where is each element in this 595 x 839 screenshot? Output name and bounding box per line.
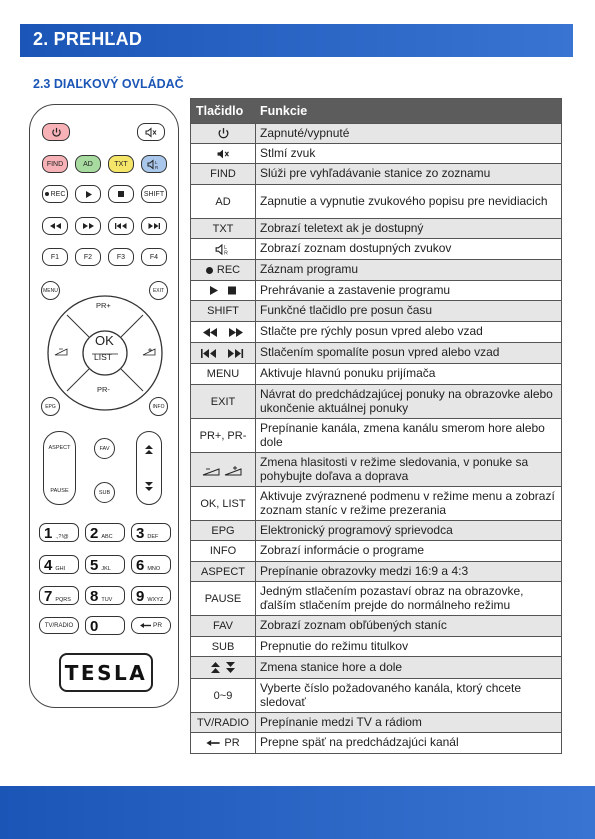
remote-control <box>29 104 179 708</box>
power-icon <box>217 127 230 140</box>
skip-prev-next-icon <box>201 349 245 358</box>
back-pr-button[interactable]: PR <box>131 617 171 634</box>
rec-button[interactable]: REC <box>42 185 68 203</box>
play-icon <box>85 191 92 198</box>
button-cell <box>191 301 256 321</box>
rewind-button[interactable] <box>42 217 68 235</box>
record-dot-icon <box>206 267 213 274</box>
ad-button[interactable]: AD <box>75 155 101 173</box>
table-row <box>191 384 561 418</box>
rewind-forward-icon <box>203 328 243 337</box>
function-description: Zmena stanice hore a dole <box>260 659 403 674</box>
fav-button[interactable]: FAV <box>94 438 115 459</box>
pause-button[interactable]: PAUSE <box>50 488 69 494</box>
function-description: Jedným stlačením pozastaví obraz na obrazovke, ďalším stlačením prejde do normálneho režimu <box>260 584 524 612</box>
button-key-label: PR <box>224 737 240 749</box>
page-down-icon <box>145 482 153 491</box>
tvradio-button[interactable]: TV/RADIO <box>39 617 79 634</box>
next-button[interactable] <box>141 217 167 235</box>
button-cell <box>191 562 256 581</box>
sub-button[interactable]: SUB <box>94 482 115 503</box>
table-row <box>191 540 561 561</box>
tesla-logo: TESLA <box>59 653 153 692</box>
button-cell <box>191 637 256 656</box>
button-cell <box>191 616 256 636</box>
button-key-label: OK, LIST <box>200 497 246 510</box>
button-cell <box>191 541 256 561</box>
button-key-label: FIND <box>210 168 236 180</box>
button-cell <box>191 582 256 615</box>
audio-lr-icon <box>147 159 161 170</box>
table-row <box>191 218 561 238</box>
button-cell <box>191 487 256 520</box>
skip-prev-icon <box>115 223 127 229</box>
table-row <box>191 163 561 184</box>
num-6-button[interactable]: 6 MNO <box>131 555 171 574</box>
table-row <box>191 452 561 486</box>
find-button[interactable]: FIND <box>42 155 68 173</box>
button-key-label: SUB <box>211 640 235 653</box>
info-button[interactable]: INFO <box>149 397 168 416</box>
table-row <box>191 581 561 615</box>
ok-label: OK <box>95 333 114 348</box>
exit-button[interactable]: EXIT <box>149 281 168 300</box>
section-title: 2.3 DIAĽKOVÝ OVLÁDAČ <box>33 77 184 91</box>
function-description: Elektronický programový sprievodca <box>260 522 453 537</box>
shift-button[interactable]: SHIFT <box>141 185 167 203</box>
table-row <box>191 363 561 384</box>
table-row <box>191 238 561 259</box>
button-cell <box>191 185 256 218</box>
button-key-label: EPG <box>211 524 235 537</box>
button-key-label: TXT <box>212 222 234 235</box>
button-key-label: FAV <box>213 620 233 632</box>
power-button[interactable] <box>42 123 70 141</box>
button-cell <box>191 713 256 732</box>
button-key-label: REC <box>216 264 241 276</box>
play-stop-icon <box>208 286 238 295</box>
button-key-label: AD <box>215 195 231 208</box>
table-row <box>191 184 561 218</box>
footer-bar <box>0 786 595 839</box>
forward-button[interactable] <box>75 217 101 235</box>
button-cell <box>191 144 256 163</box>
table-row <box>191 615 561 636</box>
button-cell <box>191 239 256 259</box>
stop-button[interactable] <box>108 185 134 203</box>
function-description: Aktivuje zvýraznené podmenu v režime menu a zobrazí zoznam staníc v režime prezerania <box>260 489 555 517</box>
stop-icon <box>118 191 124 197</box>
table-row <box>191 321 561 342</box>
table-row <box>191 486 561 520</box>
header-function-col: Funkcie <box>260 104 308 118</box>
function-description: Prepínanie obrazovky medzi 16:9 a 4:3 <box>260 563 469 578</box>
function-description: Stlačením spomalíte posun vpred alebo vzad <box>260 345 500 360</box>
table-row <box>191 520 561 540</box>
menu-button[interactable]: MENU <box>41 281 60 300</box>
table-header <box>191 99 561 123</box>
button-cell <box>191 322 256 342</box>
power-icon <box>51 127 62 138</box>
mute-icon <box>216 148 230 160</box>
audio-lr-icon <box>215 243 231 256</box>
button-cell <box>191 679 256 712</box>
button-cell <box>191 164 256 184</box>
mute-icon <box>145 127 157 138</box>
audio-button[interactable] <box>141 155 167 173</box>
button-cell <box>191 453 256 486</box>
function-description: Stlačte pre rýchly posun vpred alebo vzad <box>260 324 483 339</box>
function-description: Zapnutie a vypnutie zvukového popisu pre nevidiacich <box>260 193 548 208</box>
function-table <box>190 98 562 754</box>
table-row <box>191 418 561 452</box>
function-description: Funkčné tlačidlo pre posun času <box>260 303 433 318</box>
page-title: 2. PREHĽAD <box>33 29 143 49</box>
play-button[interactable] <box>75 185 101 203</box>
button-cell <box>191 733 256 753</box>
num-2-button[interactable]: 2 ABC <box>85 523 125 542</box>
function-description: Stlmí zvuk <box>260 145 316 160</box>
function-description: Prehrávanie a zastavenie programu <box>260 282 451 297</box>
button-cell <box>191 419 256 452</box>
num-0-button[interactable]: 0 <box>85 616 125 635</box>
table-row <box>191 678 561 712</box>
page-rocker[interactable] <box>136 431 162 505</box>
aspect-button[interactable]: ASPECT <box>48 445 71 451</box>
f1-button[interactable]: F1 <box>42 248 68 266</box>
back-arrow-icon <box>206 740 220 746</box>
pr-minus-label: PR- <box>97 385 110 394</box>
button-cell <box>191 219 256 238</box>
forward-icon <box>83 223 94 229</box>
f4-button[interactable]: F4 <box>141 248 167 266</box>
function-description: Prepnutie do režimu titulkov <box>260 638 409 653</box>
button-cell <box>191 260 256 280</box>
table-row <box>191 342 561 363</box>
function-description: Vyberte číslo požadovaného kanála, ktorý chcete sledovať <box>260 681 522 709</box>
rewind-icon <box>50 223 61 229</box>
num-8-button[interactable]: 8 TUV <box>85 586 125 605</box>
function-description: Zapnuté/vypnuté <box>260 125 350 140</box>
function-description: Zmena hlasitosti v režime sledovania, v ponuke sa pohybujte doľava a doprava <box>260 455 529 483</box>
svg-text:R: R <box>224 250 228 256</box>
function-description: Zobrazí teletext ak je dostupný <box>260 220 424 235</box>
table-row <box>191 143 561 163</box>
button-cell <box>191 657 256 678</box>
svg-text:L: L <box>155 159 158 165</box>
table-row <box>191 280 561 300</box>
list-label: LIST <box>94 352 112 362</box>
prev-button[interactable] <box>108 217 134 235</box>
function-description: Záznam programu <box>260 262 359 277</box>
f3-button[interactable]: F3 <box>108 248 134 266</box>
button-cell <box>191 281 256 300</box>
function-description: Návrat do predchádzajúcej ponuky na obrazovke alebo ukončenie aktuálnej ponuky <box>260 387 553 415</box>
skip-next-icon <box>148 223 160 229</box>
num-3-button[interactable]: 3 DEF <box>131 523 171 542</box>
record-dot-icon <box>45 192 49 196</box>
num-1-button[interactable]: 1 .,?!@ <box>39 523 79 542</box>
table-row <box>191 656 561 678</box>
num-5-button[interactable]: 5 JKL <box>85 555 125 574</box>
function-description: Zobrazí zoznam obľúbených staníc <box>260 618 447 633</box>
button-key-label: 0~9 <box>213 689 233 702</box>
button-key-label: SHIFT <box>207 305 239 317</box>
function-description: Zobrazí zoznam dostupných zvukov <box>260 241 452 256</box>
button-key-label: PAUSE <box>204 592 242 605</box>
button-cell <box>191 343 256 363</box>
table-row <box>191 259 561 280</box>
table-row <box>191 123 561 143</box>
table-row <box>191 300 561 321</box>
button-cell <box>191 521 256 540</box>
button-key-label: EXIT <box>210 395 236 408</box>
epg-button[interactable]: EPG <box>41 397 60 416</box>
button-key-label: TV/RADIO <box>197 716 249 729</box>
num-7-button[interactable]: 7 PQRS <box>39 586 79 605</box>
table-row <box>191 732 561 753</box>
volume-icon <box>201 464 245 476</box>
button-key-label: ASPECT <box>200 565 245 578</box>
function-description: Slúži pre vyhľadávanie stanice zo zoznamu <box>260 166 491 181</box>
function-description: Zobrazí informácie o programe <box>260 543 425 558</box>
svg-text:L: L <box>224 244 228 251</box>
num-9-button[interactable]: 9 WXYZ <box>131 586 171 605</box>
button-key-label: INFO <box>209 545 237 557</box>
function-description: Aktivuje hlavnú ponuku prijímača <box>260 366 436 381</box>
function-description: Prepne späť na predchádzajúci kanál <box>260 735 459 750</box>
button-cell <box>191 385 256 418</box>
function-description: Prepínanie kanála, zmena kanálu smerom hore alebo dole <box>260 421 545 449</box>
pr-plus-label: PR+ <box>96 301 111 310</box>
mute-button[interactable] <box>137 123 165 141</box>
button-key-label: MENU <box>206 368 240 380</box>
back-arrow-icon <box>140 623 151 628</box>
table-row <box>191 712 561 732</box>
button-cell <box>191 124 256 143</box>
svg-text:R: R <box>155 164 159 170</box>
page-up-down-icon <box>211 662 235 673</box>
header-button-col: Tlačidlo <box>196 104 244 118</box>
button-cell <box>191 364 256 384</box>
f2-button[interactable]: F2 <box>75 248 101 266</box>
button-key-label: PR+, PR- <box>199 429 247 442</box>
txt-button[interactable]: TXT <box>108 155 134 173</box>
page-up-icon <box>145 445 153 454</box>
table-row <box>191 636 561 656</box>
function-description: Prepínanie medzi TV a rádiom <box>260 714 422 729</box>
num-4-button[interactable]: 4 GHI <box>39 555 79 574</box>
table-row <box>191 561 561 581</box>
